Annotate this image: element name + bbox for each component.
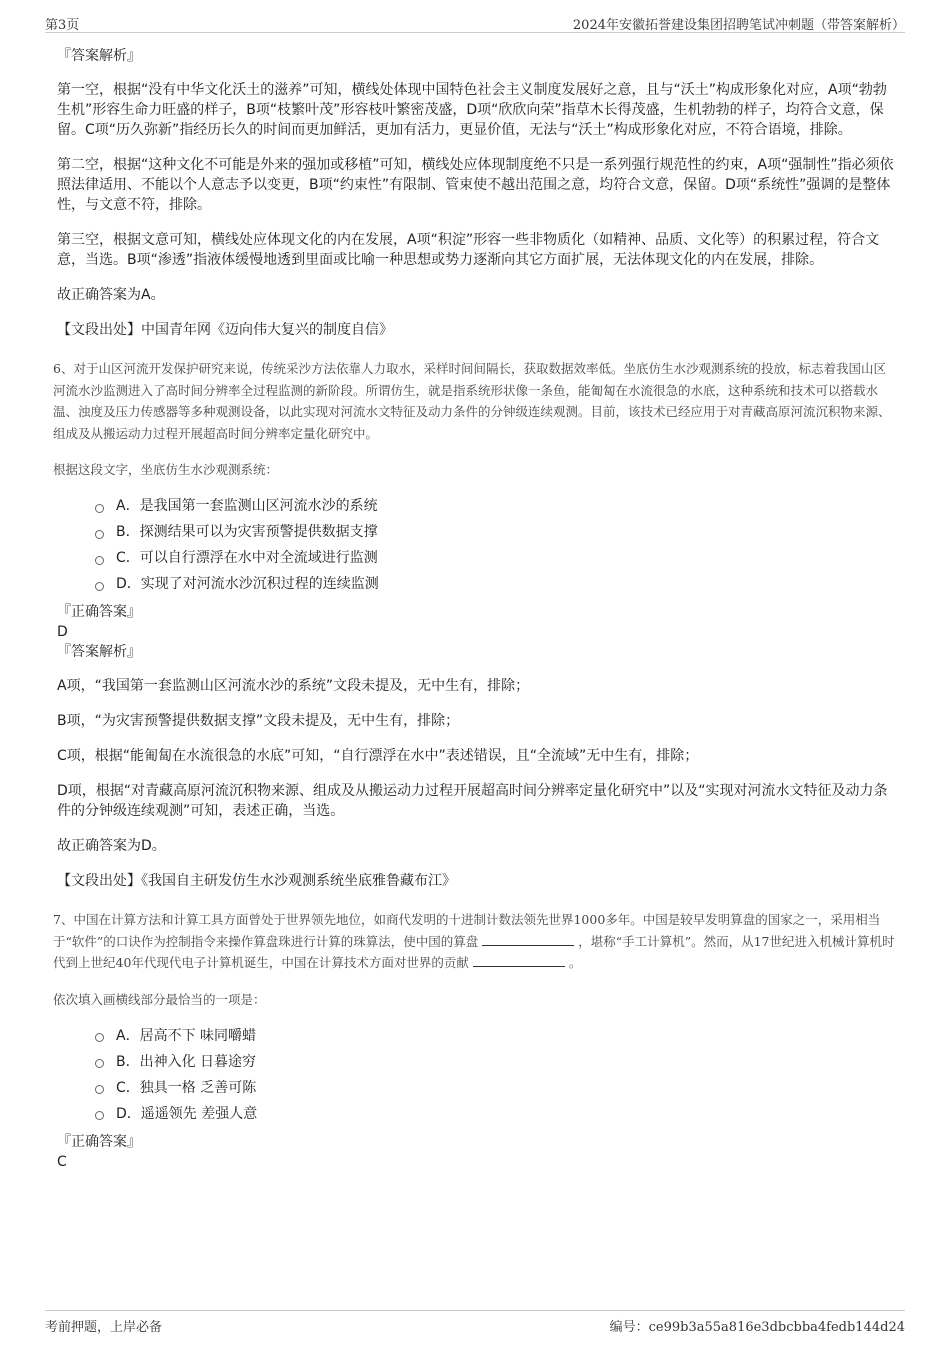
q6-analysis-b: B项，“为灾害预警提供数据支撑”文段未提及，无中生有，排除； (57, 713, 460, 729)
q6-analysis-a: A项，“我国第一套监测山区河流水沙的系统”文段未提及，无中生有，排除； (57, 678, 530, 694)
prev-analysis-para-3: 第三空，根据文意可知，横线处应体现文化的内在发展，A项“积淀”形容一些非物质化（如精神、品质、文化等）的积累过程，符合文意，当选。B项“渗透”指液体缓慢地透到里面或比喻一种思想或势力逐渐向其它方面扩展，无法体现文化的内在发展，排除。 (57, 232, 880, 268)
prev-answer: 故正确答案为A。 (57, 287, 165, 303)
q6-final-answer: 故正确答案为D。 (57, 838, 166, 854)
q7-option-b[interactable]: B．出神入化 日暮途穷 (95, 1048, 897, 1074)
q6-analysis-d: D项，根据“对青藏高原河流沉积物来源、组成及从搬运动力过程开展超高时间分辨率定量化研究中”以及“实现对河流水文特征及动力条件的分钟级连续观测”可知，表述正确，当选。 (57, 783, 888, 819)
q7-prompt: 依次填入画横线部分最恰当的一项是： (53, 991, 266, 1007)
radio-icon[interactable] (95, 1111, 104, 1120)
q6-option-c[interactable]: C．可以自行漂浮在水中对全流域进行监测 (95, 544, 897, 570)
q7-options (95, 1022, 897, 1126)
prev-analysis-para-1: 第一空，根据“没有中华文化沃土的滋养”可知，横线处体现中国特色社会主义制度发展好之意，且与“沃土”构成形象化对应，A项“勃勃生机”形容生命力旺盛的样子，B项“枝繁叶茂”形容枝叶繁密茂盛，D项“欣欣向荣”指草木长得茂盛，生机勃勃的样子，均符合文意，保留。C项“历久弥新”指经历长久的时间而更加鲜活，更加有活力，更显价值，无法与“沃土”构成形象化对应，不符合语境，排除。 (57, 82, 887, 138)
q7-option-d[interactable]: D．遥遥领先 差强人意 (95, 1100, 897, 1126)
radio-icon[interactable] (95, 1059, 104, 1068)
q6-analysis-c: C项，根据“能匍匐在水流很急的水底”可知，“自行漂浮在水中”表述错误，且“全流域”无中生有，排除； (57, 748, 699, 764)
radio-icon[interactable] (95, 556, 104, 565)
q6-analysis-title: 『答案解析』 (57, 644, 141, 660)
fill-blank-2 (473, 954, 565, 967)
q6-source: 【文段出处】《我国自主研发仿生水沙观测系统坐底雅鲁藏布江》 (57, 873, 456, 889)
document-title: 2024年安徽拓誉建设集团招聘笔试冲刺题（带答案解析） (572, 18, 905, 33)
footer-slogan: 考前押题，上岸必备 (45, 1320, 163, 1335)
q6-answer-title: 『正确答案』 (57, 604, 141, 620)
q6-option-a[interactable]: A．是我国第一套监测山区河流水沙的系统 (95, 492, 897, 518)
prev-analysis-title: 『答案解析』 (57, 48, 141, 64)
q6-option-b[interactable]: B．探测结果可以为灾害预警提供数据支撑 (95, 518, 897, 544)
q6-options (95, 492, 897, 596)
q7-answer: C (57, 1153, 67, 1170)
document-code: 编号：ce99b3a55a816e3dbcbba4fedb144d24 (609, 1320, 905, 1335)
q7-stem: 7、中国在计算方法和计算工具方面曾处于世界领先地位，如商代发明的十进制计数法领先世界1000多年。中国是较早发明算盘的国家之一，采用相当于“软件”的口诀作为控制指令来操作算盘珠进行计算的珠算法，使中国的算盘 ，堪称“手工计算机”。然而，从17世纪进入机械计算机时代到上世纪40年代现代电子计算机诞生，中国在计算技术方面对世界的贡献 。 (53, 912, 895, 970)
prev-analysis-para-2: 第二空，根据“这种文化不可能是外来的强加或移植”可知，横线处应体现制度绝不只是一系列强行规范性的约束，A项“强制性”指必须依照法律适用、不能以个人意志予以变更，B项“约束性”有限制、管束使不越出范围之意，均符合文意，保留。D项“系统性”强调的是整体性，与文意不符，排除。 (57, 157, 894, 213)
q6-answer: D (57, 624, 68, 640)
q7-option-c[interactable]: C．独具一格 乏善可陈 (95, 1074, 897, 1100)
radio-icon[interactable] (95, 504, 104, 513)
radio-icon[interactable] (95, 582, 104, 591)
q6-prompt: 根据这段文字，坐底仿生水沙观测系统： (53, 462, 279, 477)
q7-answer-title: 『正确答案』 (57, 1133, 141, 1150)
fill-blank-1 (482, 933, 574, 946)
q7-option-a[interactable]: A．居高不下 味同嚼蜡 (95, 1022, 897, 1048)
radio-icon[interactable] (95, 530, 104, 539)
page-footer (45, 1310, 905, 1335)
page-header (45, 12, 905, 33)
radio-icon[interactable] (95, 1085, 104, 1094)
page-number: 第3页 (45, 18, 80, 33)
q6-stem: 6、对于山区河流开发保护研究来说，传统采沙方法依靠人力取水，采样时间间隔长，获取数据效率低。坐底仿生水沙观测系统的投放，标志着我国山区河流水沙监测进入了高时间分辨率全过程监测的新阶段。所谓仿生，就是指系统形状像一条鱼，能匍匐在水流很急的水底，这种系统和技术可以搭载水温、浊度及压力传感器等多种观测设备，以此实现对河流水文特征及动力条件的分钟级连续观测。目前，该技术已经应用于对青藏高原河流沉积物来源、组成及从搬运动力过程开展超高时间分辨率定量化研究中。 (53, 361, 891, 441)
prev-source: 【文段出处】中国青年网《迈向伟大复兴的制度自信》 (57, 322, 393, 338)
q6-option-d[interactable]: D．实现了对河流水沙沉积过程的连续监测 (95, 570, 897, 596)
page-content (53, 46, 897, 1172)
radio-icon[interactable] (95, 1033, 104, 1042)
